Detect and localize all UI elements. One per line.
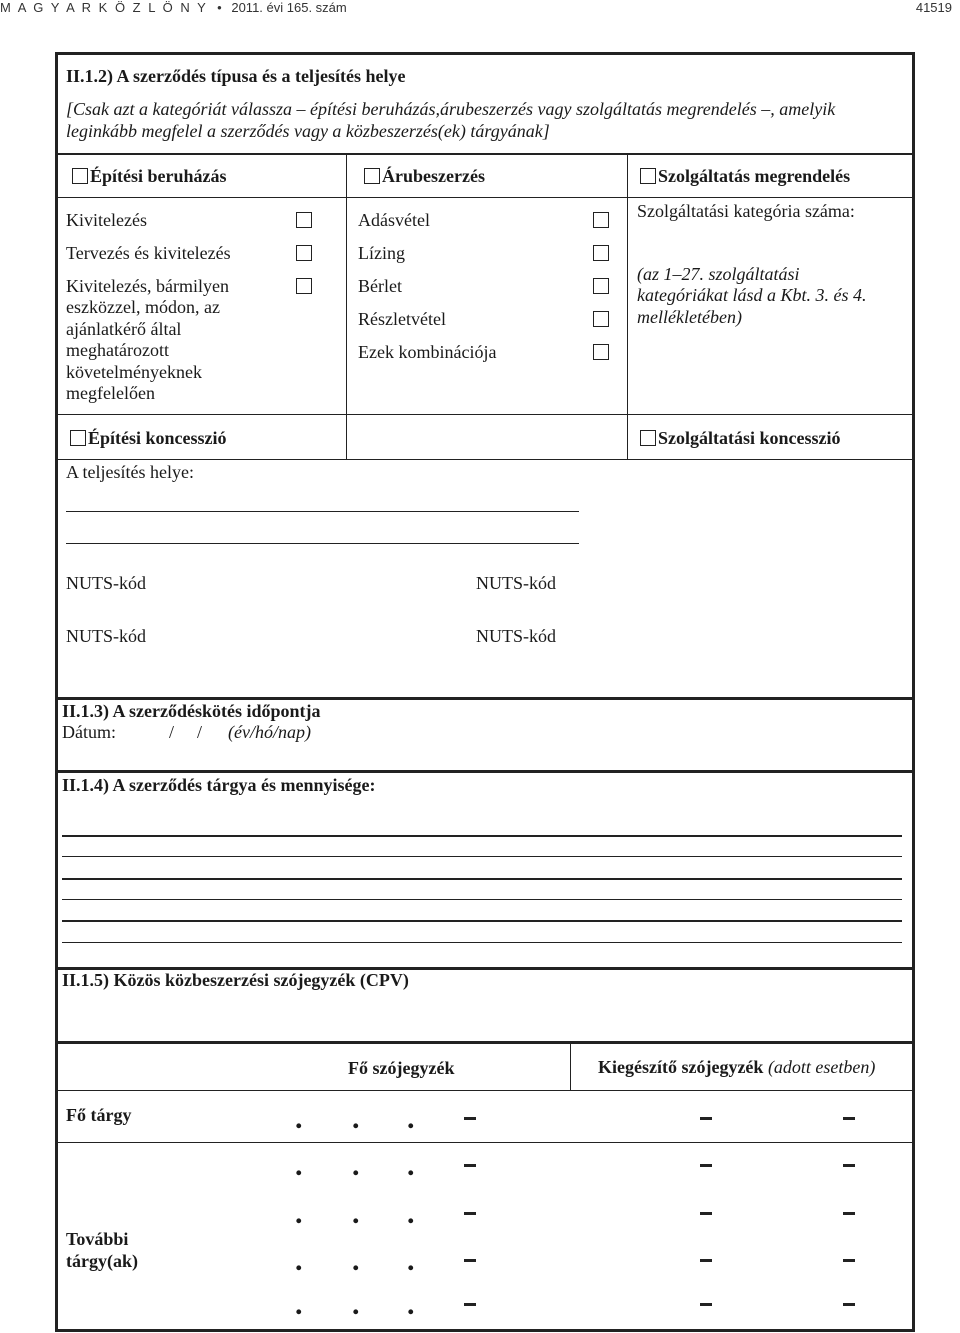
cpv-dash <box>843 1259 855 1262</box>
section-title-4: II.1.4) A szerződés tárgya és mennyisége: <box>62 775 376 795</box>
cpv-dash <box>700 1259 712 1262</box>
item-execution: Kivitelezés <box>66 210 147 230</box>
checkbox-construction[interactable] <box>72 168 88 184</box>
page-number: 41519 <box>915 0 952 15</box>
divider <box>55 153 915 155</box>
cpv-dot: . <box>407 1244 415 1277</box>
cpv-dash <box>464 1303 476 1306</box>
cpv-dot: . <box>295 1288 303 1321</box>
divider <box>55 770 915 773</box>
checkbox-combination[interactable] <box>593 344 609 360</box>
checkbox-purchase[interactable] <box>593 212 609 228</box>
works-concession-label: Építési koncesszió <box>88 428 227 448</box>
nuts-code-label: NUTS-kód <box>476 626 556 646</box>
header-bullet: • <box>217 0 222 15</box>
section-title-2: II.1.2) A szerződés típusa és a teljesítés helye <box>66 66 406 86</box>
cpv-dot: . <box>352 1102 360 1135</box>
cpv-dash <box>843 1117 855 1120</box>
nuts-code-label: NUTS-kód <box>66 573 146 593</box>
place-of-performance-label: A teljesítés helye: <box>66 462 194 482</box>
checkbox-design-execution[interactable] <box>296 245 312 261</box>
divider <box>55 697 915 700</box>
date-label: Dátum: <box>62 722 116 742</box>
divider <box>55 1142 915 1143</box>
place-line-1[interactable] <box>66 511 579 512</box>
cpv-dot: . <box>352 1244 360 1277</box>
cpv-dash <box>700 1303 712 1306</box>
cpv-dash <box>700 1117 712 1120</box>
divider <box>570 1041 571 1091</box>
service-category-note-3: mellékletében) <box>637 307 742 327</box>
divider <box>55 1041 915 1044</box>
cpv-dot: . <box>295 1102 303 1135</box>
checkbox-rental[interactable] <box>593 278 609 294</box>
service-category-note-2: kategóriákat lásd a Kbt. 3. és 4. <box>637 285 867 305</box>
cpv-dash <box>843 1303 855 1306</box>
checkbox-services[interactable] <box>640 168 656 184</box>
additional-subjects-label-1: További <box>66 1229 129 1249</box>
cpv-dash <box>464 1212 476 1215</box>
item-realisation-line-4: meghatározott <box>66 340 169 360</box>
cpv-dot: . <box>352 1197 360 1230</box>
checkbox-supplies[interactable] <box>364 168 380 184</box>
date-separator: / <box>197 722 203 742</box>
cpv-dash <box>464 1117 476 1120</box>
cpv-dot: . <box>407 1197 415 1230</box>
item-realisation-line-3: ajánlatkérő által <box>66 319 182 339</box>
cpv-dot: . <box>295 1197 303 1230</box>
checkbox-hire-purchase[interactable] <box>593 311 609 327</box>
subject-line-5[interactable] <box>62 920 902 922</box>
cpv-dot: . <box>407 1149 415 1182</box>
item-combination: Ezek kombinációja <box>358 342 497 362</box>
subject-line-2[interactable] <box>62 856 902 857</box>
service-category-note-1: (az 1–27. szolgáltatási <box>637 264 800 284</box>
cpv-dash <box>843 1212 855 1215</box>
cpv-dot: . <box>407 1288 415 1321</box>
place-line-2[interactable] <box>66 543 579 544</box>
cpv-dash <box>700 1212 712 1215</box>
item-lease: Lízing <box>358 243 405 263</box>
supplementary-vocabulary-label: Kiegészítő szójegyzék <box>598 1057 764 1077</box>
divider <box>55 1090 915 1091</box>
divider <box>346 153 347 460</box>
instruction-line-2: leginkább megfelel a szerződés vagy a közbeszerzés(ek) tárgyának] <box>66 121 550 141</box>
checkbox-lease[interactable] <box>593 245 609 261</box>
cpv-dash <box>700 1164 712 1167</box>
instruction-line-1: [Csak azt a kategóriát válassza – építési beruházás,árubeszerzés vagy szolgáltatás megrendelés –, amelyik <box>66 99 836 119</box>
item-realisation-line-2: eszközzel, módon, az <box>66 297 220 317</box>
divider <box>55 414 915 415</box>
construction-heading: Építési beruházás <box>90 166 227 186</box>
cpv-dot: . <box>295 1149 303 1182</box>
cpv-dot: . <box>407 1102 415 1135</box>
date-separator: / <box>169 722 175 742</box>
journal-name: M A G Y A R K Ö Z L Ö N Y <box>0 0 208 15</box>
item-realisation-line-6: megfelelően <box>66 383 155 403</box>
service-category-label: Szolgáltatási kategória száma: <box>637 201 855 221</box>
date-format-hint: (év/hó/nap) <box>228 722 311 742</box>
running-header <box>0 0 347 15</box>
checkbox-service-concession[interactable] <box>640 430 656 446</box>
item-rental: Bérlet <box>358 276 402 296</box>
main-subject-label: Fő tárgy <box>66 1105 132 1125</box>
checkbox-realisation[interactable] <box>296 278 312 294</box>
subject-line-1[interactable] <box>62 835 902 837</box>
item-purchase: Adásvétel <box>358 210 430 230</box>
main-vocabulary-header: Fő szójegyzék <box>348 1058 455 1078</box>
divider <box>627 153 628 460</box>
subject-line-6[interactable] <box>62 942 902 943</box>
nuts-code-label: NUTS-kód <box>66 626 146 646</box>
item-design-execution: Tervezés és kivitelezés <box>66 243 231 263</box>
subject-line-4[interactable] <box>62 899 902 900</box>
nuts-code-label: NUTS-kód <box>476 573 556 593</box>
item-hire-purchase: Részletvétel <box>358 309 446 329</box>
cpv-dot: . <box>352 1149 360 1182</box>
divider <box>55 459 915 460</box>
item-realisation-line-5: követelményeknek <box>66 362 202 382</box>
services-heading: Szolgáltatás megrendelés <box>658 166 851 186</box>
section-title-5: II.1.5) Közös közbeszerzési szójegyzék (CPV) <box>62 970 409 990</box>
divider <box>55 197 915 198</box>
cpv-dash <box>843 1164 855 1167</box>
issue-number: 2011. évi 165. szám <box>231 0 347 15</box>
supplementary-vocabulary-header <box>598 1057 875 1078</box>
cpv-dash <box>464 1259 476 1262</box>
cpv-dot: . <box>352 1288 360 1321</box>
cpv-dot: . <box>295 1244 303 1277</box>
additional-subjects-label-2: tárgy(ak) <box>66 1251 138 1271</box>
section-title-3: II.1.3) A szerződéskötés időpontja <box>62 701 321 721</box>
subject-line-3[interactable] <box>62 878 902 880</box>
item-realisation-line-1: Kivitelezés, bármilyen <box>66 276 229 296</box>
supplementary-vocabulary-note: (adott esetben) <box>767 1057 876 1077</box>
cpv-dash <box>464 1164 476 1167</box>
checkbox-execution[interactable] <box>296 212 312 228</box>
service-concession-label: Szolgáltatási koncesszió <box>658 428 841 448</box>
checkbox-works-concession[interactable] <box>70 430 86 446</box>
supplies-heading: Árubeszerzés <box>382 166 485 186</box>
